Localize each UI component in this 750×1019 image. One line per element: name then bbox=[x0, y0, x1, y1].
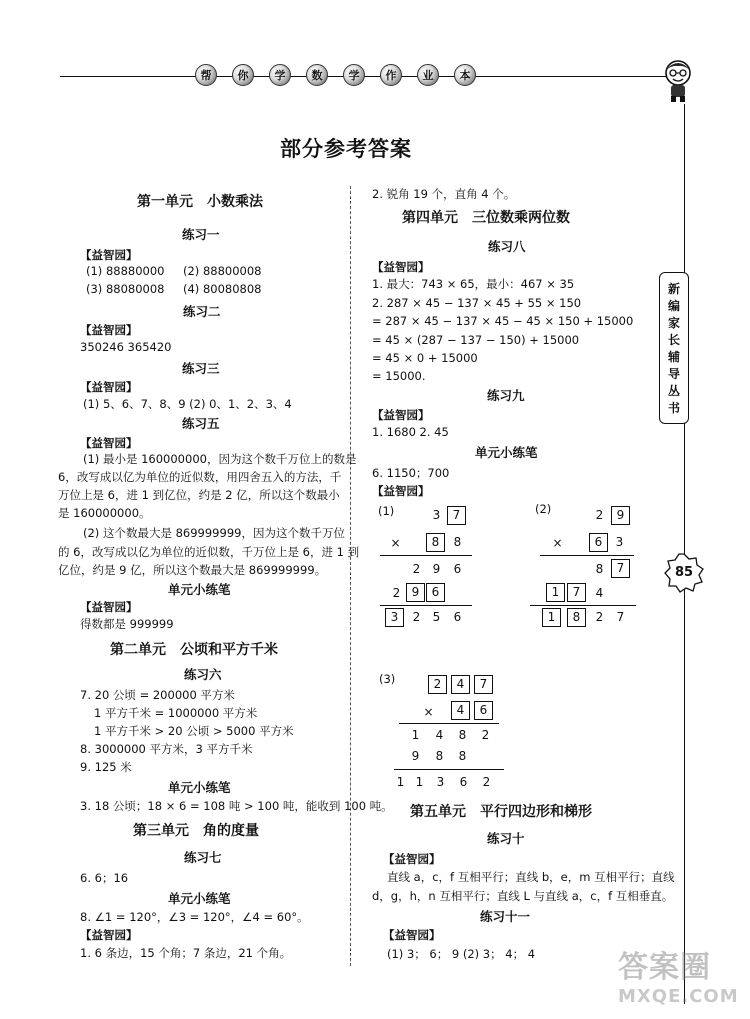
digit: 6 bbox=[453, 562, 462, 576]
digit: 2 bbox=[481, 728, 490, 742]
ex5-line: 亿位，约是 9 亿，所以这个数最大是 869999999。 bbox=[58, 563, 327, 577]
series-char: 新 bbox=[667, 282, 680, 296]
ex1-b: (2) 88800008 bbox=[183, 264, 262, 278]
puzzle-3-label: (3) bbox=[379, 672, 396, 686]
digit-box: 6 bbox=[589, 533, 608, 552]
ex7-heading: 练习七 bbox=[184, 850, 222, 865]
unit2-heading: 第二单元 公顷和平方千米 bbox=[110, 642, 278, 658]
digit-box: 4 bbox=[451, 675, 470, 694]
unit4-heading: 第四单元 三位数乘两位数 bbox=[402, 210, 570, 226]
digit-box: 7 bbox=[474, 675, 493, 694]
digit: 4 bbox=[435, 728, 444, 742]
digit-box: 3 bbox=[385, 608, 404, 627]
ex2-heading: 练习二 bbox=[183, 304, 221, 319]
digit: 2 bbox=[595, 610, 604, 624]
unit1-heading: 第一单元 小数乘法 bbox=[137, 194, 263, 210]
digit-box: 7 bbox=[447, 506, 466, 525]
tag-label: 【益智园】 bbox=[80, 436, 138, 450]
ex8-line: 2. 287 × 45 − 137 × 45 + 55 × 150 bbox=[372, 296, 582, 310]
digit: 1 bbox=[415, 775, 424, 789]
ex9-line: 1. 1680 2. 45 bbox=[372, 425, 449, 439]
ex8-heading: 练习八 bbox=[488, 239, 526, 254]
unit5-heading: 第五单元 平行四边形和梯形 bbox=[410, 804, 592, 820]
unit3-heading: 第三单元 角的度量 bbox=[133, 823, 259, 839]
digit-box: 6 bbox=[426, 583, 445, 602]
tag-label: 【益智园】 bbox=[80, 248, 138, 262]
series-char: 长 bbox=[667, 333, 680, 347]
banner-char: 业 bbox=[417, 64, 439, 86]
ex3-line: (1) 5、6、7、8、9 (2) 0、1、2、3、4 bbox=[83, 397, 292, 411]
digit: 5 bbox=[432, 610, 441, 624]
tag-label: 【益智园】 bbox=[372, 260, 430, 274]
ex10-line: d，g，h，n 互相平行；直线 L 与直线 a，c，f 互相垂直。 bbox=[372, 889, 674, 903]
digit-box: 8 bbox=[426, 533, 445, 552]
tag-label: 【益智园】 bbox=[383, 928, 441, 942]
digit-box: 7 bbox=[611, 559, 630, 578]
digit: 1 bbox=[396, 775, 405, 789]
ex6-line: 8. 3000000 平方米，3 平方千米 bbox=[80, 742, 253, 756]
series-char: 家 bbox=[667, 316, 680, 330]
banner-char: 学 bbox=[269, 64, 291, 86]
ex2-line: 350246 365420 bbox=[80, 340, 172, 354]
ex8-line: 1. 最大：743 × 65，最小：467 × 35 bbox=[372, 277, 575, 291]
ex8-line: = 45 × 0 + 15000 bbox=[372, 351, 478, 365]
ex5-line: 6，改写成以亿为单位的近似数，用四舍五入的方法，千 bbox=[58, 470, 342, 484]
digit: 1 bbox=[411, 728, 420, 742]
series-char: 丛 bbox=[667, 384, 680, 398]
tag-label: 【益智园】 bbox=[372, 484, 430, 498]
watermark-sub: MXQE.COM bbox=[618, 986, 739, 1007]
page-number-badge bbox=[664, 553, 704, 593]
digit-box: 1 bbox=[542, 608, 561, 627]
ex6-heading: 练习六 bbox=[184, 667, 222, 682]
right-line: 2. 锐角 19 个，直角 4 个。 bbox=[372, 187, 516, 201]
small4-line: 6. 1150；700 bbox=[372, 466, 450, 480]
ex11-line: (1) 3； 6； 9 (2) 3； 4； 4 bbox=[387, 947, 536, 961]
rule bbox=[380, 605, 472, 606]
digit-box: 9 bbox=[406, 583, 425, 602]
tag-label: 【益智园】 bbox=[80, 380, 138, 394]
digit: 3 bbox=[432, 508, 441, 522]
digit: 9 bbox=[411, 749, 420, 763]
ex6-line: 1 平方千米 = 1000000 平方米 bbox=[94, 706, 258, 720]
times-sign: × bbox=[390, 536, 401, 550]
ex9-heading: 练习九 bbox=[487, 388, 525, 403]
small2-line: 3. 18 公顷；18 × 6 = 108 吨 > 100 吨，能收到 100 吨。 bbox=[80, 799, 393, 813]
digit: 8 bbox=[458, 728, 467, 742]
ex8-line: = 287 × 45 − 137 × 45 − 45 × 150 + 15000 bbox=[372, 314, 634, 328]
digit: 3 bbox=[615, 535, 624, 549]
ex7-line: 6. 6；16 bbox=[80, 871, 129, 885]
digit: 3 bbox=[436, 775, 445, 789]
banner-char: 学 bbox=[343, 64, 365, 86]
times-sign: × bbox=[552, 536, 563, 550]
watermark-text: 答案圈 bbox=[618, 950, 711, 985]
ex5-line: 万位上是 6，进 1 到亿位，约是 2 亿，所以这个数最小 bbox=[58, 488, 340, 502]
series-char: 导 bbox=[667, 367, 680, 381]
digit-box: 8 bbox=[567, 608, 586, 627]
ex8-line: = 15000. bbox=[372, 369, 426, 383]
series-char: 编 bbox=[667, 299, 680, 313]
banner-char: 你 bbox=[232, 64, 254, 86]
tag-label: 【益智园】 bbox=[383, 852, 441, 866]
ex5-line: (1) 最小是 160000000，因为这个数千万位上的数是 bbox=[83, 452, 357, 466]
ex1-c: (3) 88080008 bbox=[86, 282, 165, 296]
ex3-heading: 练习三 bbox=[182, 361, 220, 376]
ex10-heading: 练习十 bbox=[487, 831, 525, 846]
digit: 9 bbox=[432, 562, 441, 576]
ex5-heading: 练习五 bbox=[182, 416, 220, 431]
digit-box: 7 bbox=[567, 583, 586, 602]
small1-line: 得数都是 999999 bbox=[80, 617, 174, 631]
ex1-heading: 练习一 bbox=[182, 227, 220, 242]
ex1-d: (4) 80080808 bbox=[183, 282, 262, 296]
digit: 4 bbox=[595, 586, 604, 600]
banner-char: 数 bbox=[306, 64, 328, 86]
tag-label: 【益智园】 bbox=[80, 600, 138, 614]
rule bbox=[399, 723, 499, 724]
digit: 2 bbox=[412, 610, 421, 624]
digit-box: 1 bbox=[546, 583, 565, 602]
ex10-line: 直线 a，c，f 互相平行；直线 b，e，m 互相平行；直线 bbox=[387, 870, 675, 884]
small3-heading: 单元小练笔 bbox=[168, 891, 231, 906]
tag-label: 【益智园】 bbox=[80, 323, 138, 337]
ex8-line: = 45 × (287 − 137 − 150) + 15000 bbox=[372, 333, 580, 347]
ex6-line: 9. 125 米 bbox=[80, 760, 132, 774]
rule bbox=[394, 769, 504, 770]
series-char: 书 bbox=[667, 401, 680, 415]
ex5-line: 是 160000000。 bbox=[58, 506, 151, 520]
tag-label: 【益智园】 bbox=[80, 928, 138, 942]
ex11-heading: 练习十一 bbox=[480, 909, 531, 924]
digit: 7 bbox=[616, 610, 625, 624]
ex5-line: 的 6，改写成以亿为单位的近似数，千万位上是 6，进 1 到 bbox=[58, 545, 360, 559]
digit: 6 bbox=[459, 775, 468, 789]
digit-box: 9 bbox=[611, 506, 630, 525]
digit: 2 bbox=[412, 562, 421, 576]
small3-line: 8. ∠1 = 120°，∠3 = 120°，∠4 = 60°。 bbox=[80, 910, 309, 924]
ex1-a: (1) 88880000 bbox=[86, 264, 165, 278]
rule bbox=[540, 555, 634, 556]
rule bbox=[380, 555, 472, 556]
digit: 2 bbox=[595, 508, 604, 522]
times-sign: × bbox=[423, 705, 434, 719]
banner-char: 本 bbox=[454, 64, 476, 86]
mascot-icon bbox=[661, 58, 695, 104]
puzzle-1-label: (1) bbox=[378, 504, 395, 518]
column-divider bbox=[350, 186, 351, 966]
page-title: 部分参考答案 bbox=[280, 137, 412, 161]
ex6-line: 1 平方千米 > 20 公顷 > 5000 平方米 bbox=[94, 724, 294, 738]
banner-char: 帮 bbox=[195, 64, 217, 86]
puzzle-2-label: (2) bbox=[535, 502, 552, 516]
digit-box: 4 bbox=[451, 701, 470, 720]
digit: 8 bbox=[595, 562, 604, 576]
digit: 6 bbox=[453, 610, 462, 624]
digit: 8 bbox=[458, 749, 467, 763]
watermark-logo bbox=[618, 950, 742, 1012]
ex5-line: (2) 这个数最大是 869999999，因为这个数千万位 bbox=[83, 526, 345, 540]
digit: 2 bbox=[392, 586, 401, 600]
header-rule bbox=[60, 76, 672, 77]
banner-char: 作 bbox=[380, 64, 402, 86]
small1-heading: 单元小练笔 bbox=[168, 582, 231, 597]
ex6-line: 7. 20 公顷 = 200000 平方米 bbox=[80, 688, 235, 702]
small3-line: 1. 6 条边，15 个角；7 条边，21 个角。 bbox=[80, 946, 292, 960]
digit: 8 bbox=[453, 535, 462, 549]
small2-heading: 单元小练笔 bbox=[168, 780, 231, 795]
page-number: 85 bbox=[674, 565, 694, 580]
digit: 8 bbox=[435, 749, 444, 763]
series-char: 辅 bbox=[667, 350, 680, 364]
digit: 2 bbox=[482, 775, 491, 789]
digit-box: 2 bbox=[428, 675, 447, 694]
digit-box: 6 bbox=[474, 701, 493, 720]
rule bbox=[530, 605, 636, 606]
small4-heading: 单元小练笔 bbox=[475, 445, 538, 460]
tag-label: 【益智园】 bbox=[372, 408, 430, 422]
